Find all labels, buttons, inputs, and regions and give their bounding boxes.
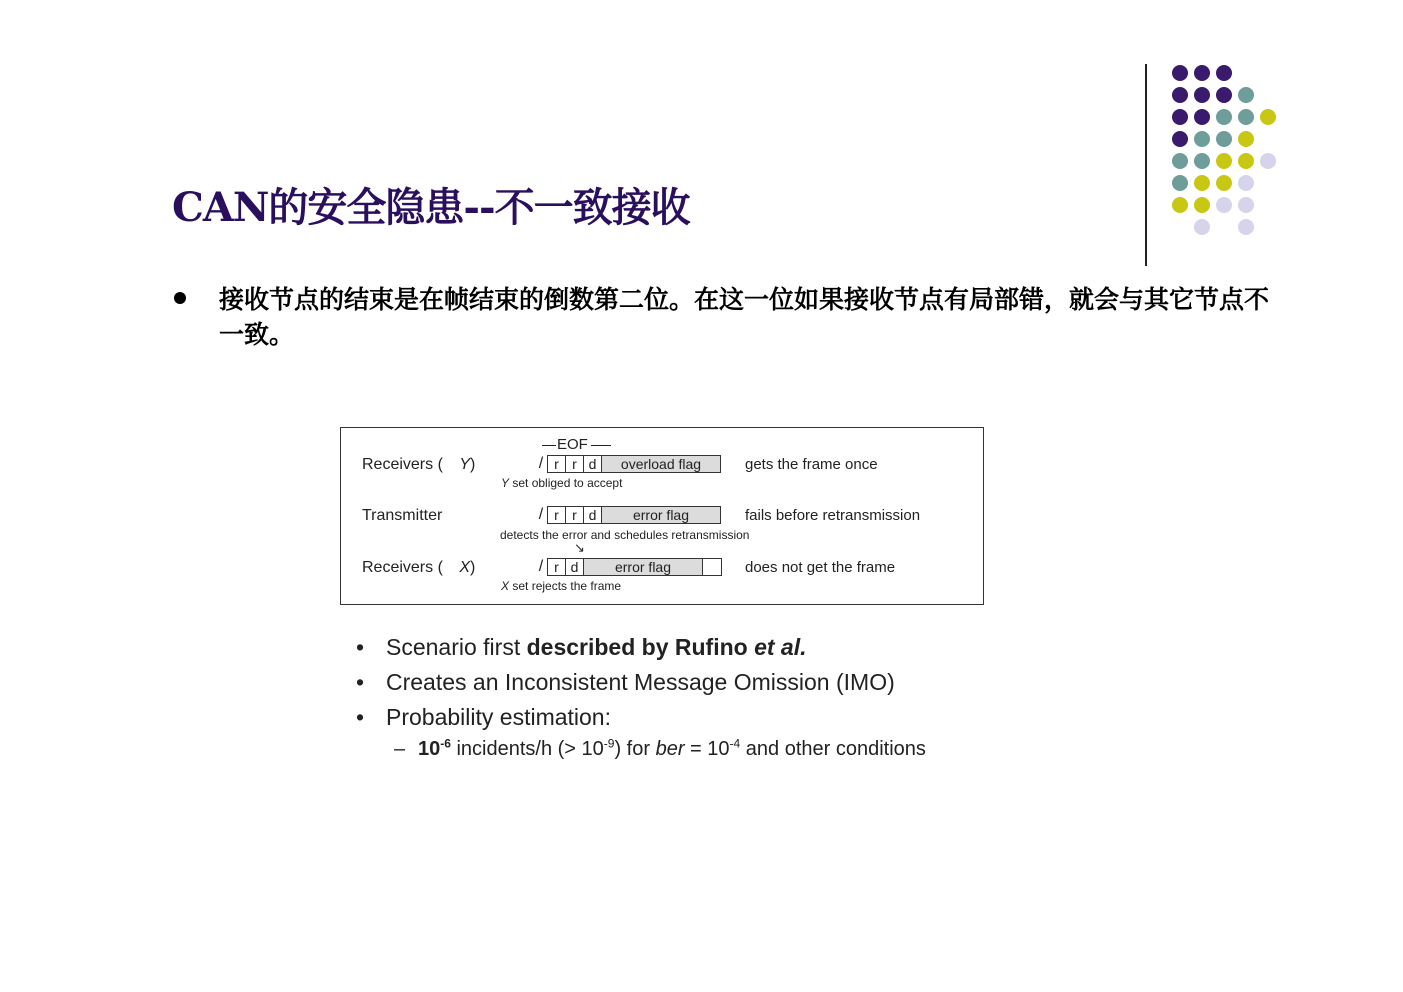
row-receivers-x-label: Receivers ( X) [362,559,476,576]
row-receivers-x-frame [535,558,722,576]
overload-flag: overload flag [601,455,721,473]
list-bullet: • [356,669,365,695]
bullet-text: 接收节点的结束是在帧结束的倒数第二位。在这一位如果接收节点有局部错，就会与其它节点不一致。 [219,285,1270,349]
arrow-down-icon: ↘ [574,540,585,555]
row-transmitter-note: detects the error and schedules retransmission [500,528,750,542]
frame-bit: r [565,506,584,524]
list-item-text: Probability estimation: [386,704,611,730]
row-receivers-y-desc: gets the frame once [745,456,878,473]
frame-bit: d [565,558,584,576]
sub-list-dash: – [394,738,406,760]
frame-bit: r [547,558,566,576]
frame-bit: r [565,455,584,473]
eof-bracket-left [542,445,556,446]
list-bullet: • [356,704,365,730]
row-receivers-y-label: Receivers ( Y) [362,456,476,473]
frame-bit: r [547,506,566,524]
error-flag: error flag [601,506,721,524]
bullet-marker [174,292,186,304]
row-receivers-y-note: Y set obliged to accept [501,476,623,490]
eof-label: EOF [557,436,588,453]
sub-list-text: $10^{-6}$ incidents/h (> $10^{-9}$) for ber = $10^{-4}$ and other conditions [418,736,926,760]
row-receivers-x-desc: does not get the frame [745,559,896,576]
row-transmitter-label: Transmitter [362,507,443,524]
frame-end-cell [702,558,722,576]
frame-start-slash: / [534,558,548,576]
list-item-text: Scenario first described by Rufino et al. [386,634,807,660]
frame-bit: d [583,506,602,524]
slide-title: CAN的安全隐患--不一致接收 [172,184,690,231]
row-receivers-y-frame [535,455,721,473]
error-flag: error flag [583,558,703,576]
list-item-text: Creates an Inconsistent Message Omission (IMO) [386,669,895,695]
frame-diagram [340,427,984,605]
decorative-divider [1145,64,1147,266]
list-bullet: • [356,634,365,660]
row-receivers-x-note: X set rejects the frame [501,579,622,593]
frame-bit: r [547,455,566,473]
eof-bracket-right [591,445,611,446]
row-transmitter-frame [535,506,721,524]
frame-start-slash: / [534,506,548,524]
frame-start-slash: / [534,455,548,473]
row-transmitter-desc: fails before retransmission [745,507,921,524]
frame-bit: d [583,455,602,473]
